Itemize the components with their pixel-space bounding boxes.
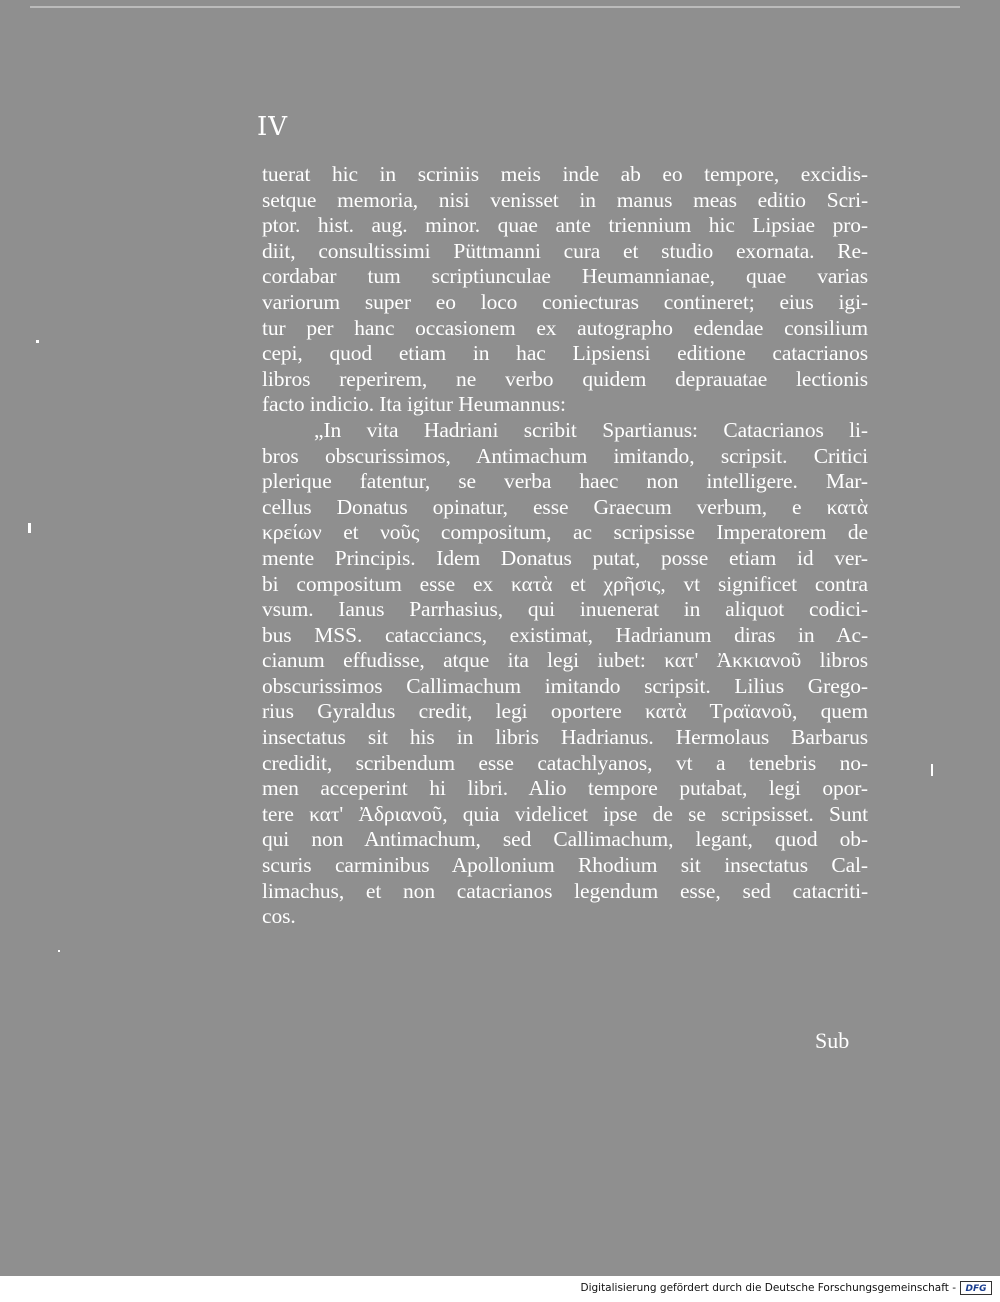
scan-speck	[931, 764, 933, 776]
text-line: vsum. Ianus Parrhasius, qui inuenerat in aliquot codici-	[262, 597, 868, 622]
text-line: diit, consultissimi Püttmanni cura et studio exornata. Re-	[262, 238, 868, 263]
text-line: men acceperint hi libri. Alio tempore putabat, legi opor-	[262, 776, 868, 801]
text-line: κρείων et νοῦς compositum, ac scripsisse Imperatorem de	[262, 520, 868, 545]
funding-credit: Digitalisierung gefördert durch die Deutsche Forschungsgemeinschaft -	[580, 1282, 956, 1294]
text-line: variorum super eo loco coniecturas contineret; eius igi-	[262, 289, 868, 314]
text-line: insectatus sit his in libris Hadrianus. Hermolaus Barbarus	[262, 725, 868, 750]
text-line: „In vita Hadriani scribit Spartianus: Catacrianos li-	[314, 417, 868, 442]
scan-speck	[28, 523, 31, 533]
text-line: facto indicio. Ita igitur Heumannus:	[262, 392, 566, 417]
text-line: tuerat hic in scriniis meis inde ab eo tempore, excidis-	[262, 162, 868, 186]
text-line: cordabar tum scriptiunculae Heumannianae, quae varias	[262, 264, 868, 289]
text-line: obscurissimos Callimachum imitando scripsit. Lilius Grego-	[262, 673, 868, 698]
dfg-logo-icon: DFG	[960, 1281, 992, 1295]
text-line: rius Gyraldus credit, legi oportere κατὰ Τραϊανοῦ, quem	[262, 699, 868, 724]
text-line: bi compositum esse ex κατὰ et χρῆσις, vt significet contra	[262, 571, 868, 596]
text-line: credidit, scribendum esse catachlyanos, vt a tenebris no-	[262, 750, 868, 775]
scan-speck	[36, 340, 39, 343]
footer-bar	[0, 1276, 1000, 1302]
text-line: cepi, quod etiam in hac Lipsiensi editione catacrianos	[262, 341, 868, 366]
text-line: cianum effudisse, atque ita legi iubet: κατ' Ἀκκιανοῦ libros	[262, 648, 868, 673]
text-line: scuris carminibus Apollonium Rhodium sit insectatus Cal-	[262, 853, 868, 878]
body-text	[262, 162, 868, 930]
text-line: libros reperirem, ne verbo quidem deprauatae lectionis	[262, 366, 868, 391]
text-line: tere κατ' Ἀδριανοῦ, quia videlicet ipse de se scripsisset. Sunt	[262, 801, 868, 826]
text-line: bus MSS. catacciancs, existimat, Hadrianum diras in Ac-	[262, 622, 868, 647]
text-line: setque memoria, nisi venisset in manus meas editio Scri-	[262, 187, 868, 212]
catchword: Sub	[815, 1028, 850, 1053]
text-line: tur per hanc occasionem ex autographo edendae consilium	[262, 315, 868, 340]
text-line: mente Principis. Idem Donatus putat, posse etiam id ver-	[262, 545, 868, 570]
page-edge-rule	[30, 6, 960, 8]
text-line: ptor. hist. aug. minor. quae ante triennium hic Lipsiae pro-	[262, 213, 868, 238]
scan-speck	[58, 950, 60, 952]
text-line: plerique fatentur, se verba haec non intelligere. Mar-	[262, 469, 868, 494]
text-line: cos.	[262, 904, 296, 929]
text-line: bros obscurissimos, Antimachum imitando, scripsit. Critici	[262, 443, 868, 468]
text-line: cellus Donatus opinatur, esse Graecum verbum, e κατὰ	[262, 494, 868, 519]
text-line: limachus, et non catacrianos legendum esse, sed catacriti-	[262, 878, 868, 903]
page-number: IV	[257, 112, 289, 142]
text-line: qui non Antimachum, sed Callimachum, legant, quod ob-	[262, 827, 868, 852]
